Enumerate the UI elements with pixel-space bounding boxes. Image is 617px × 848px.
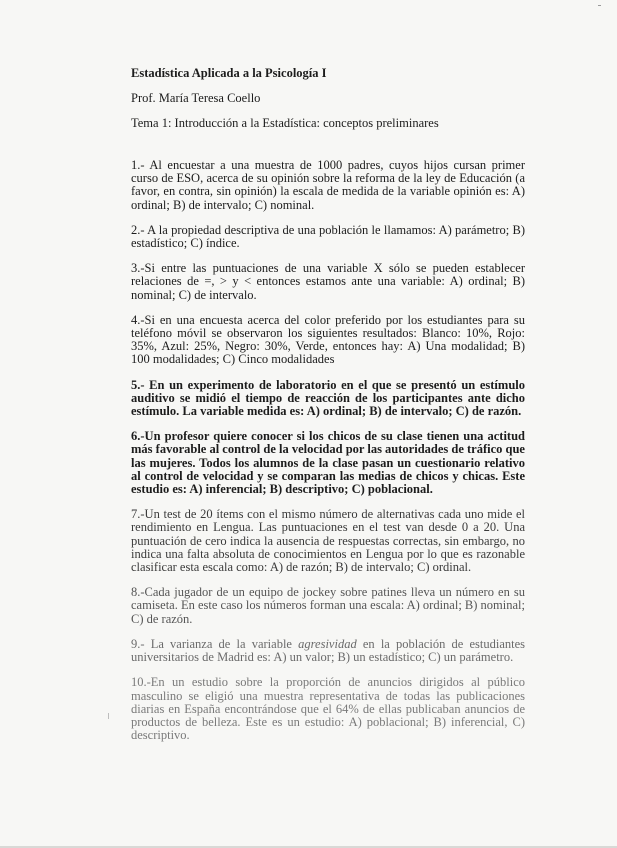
question-9-lead: 9.- La varianza de la variable — [131, 636, 299, 651]
question-6: 6.-Un profesor quiere conocer si los chicos de su clase tienen una actitud más favorable al control de la velocidad por las autoridades de tráfico que las mujeres. Todos los alumnos de la clase pasan un cuestionario relativo al control de velocidad y se comparan las medias de chicos y chicas. Este estudio es: A) inferencial; B) descriptivo; C) poblacional. — [131, 429, 525, 497]
question-8: 8.-Cada jugador de un equipo de jockey sobre patines lleva un número en su camiseta. En este caso los números forman una escala: A) ordinal; B) nominal; C) de razón. — [131, 585, 525, 626]
scan-artifact — [598, 5, 601, 6]
question-9 — [131, 638, 525, 664]
scan-artifact-mark — [108, 713, 109, 719]
question-5: 5.- En un experimento de laboratorio en el que se presentó un estímulo auditivo se midió el tiempo de reacción de los participantes ante dicho estímulo. La variable medida es: A) ordinal; B) de intervalo; C) de razón. — [131, 377, 525, 419]
question-7: 7.-Un test de 20 ítems con el mismo número de alternativas cada uno mide el rendimiento en Lengua. Las puntuaciones en el test van desde 0 a 20. Una puntuación de cero indica la ausencia de respuestas correctas, sin embargo, no indica una falta absoluta de conocimientos en Lengua por lo que es razonable clasificar esta escala como: A) de razón; B) de intervalo; C) ordinal. — [131, 507, 525, 575]
question-9-tail: en la población de estudiantes universitarios de Madrid es: A) un valor; B) un estadístico; C) un parámetro. — [131, 636, 525, 665]
question-list — [131, 159, 525, 754]
question-1: 1.- Al encuestar a una muestra de 1000 padres, cuyos hijos cursan primer curso de ESO, acerca de su opinión sobre la reforma de la ley de Educación (a favor, en contra, sin opinión) la escala de medida de la variable opinión es: A) ordinal; B) de intervalo; C) nominal. — [131, 158, 525, 212]
question-9-emphasis: agresividad — [298, 636, 357, 651]
document-header — [131, 66, 531, 141]
question-10: 10.-En un estudio sobre la proporción de anuncios dirigidos al público masculino se eligió una muestra representativa de todas las publicaciones diarias en España encontrándose que el 64% de ellas publicaban anuncios de productos de belleza. Este es un estudio: A) poblacional; B) inferencial, C) descriptivo. — [131, 675, 525, 743]
question-3: 3.-Si entre las puntuaciones de una variable X sólo se pueden establecer relaciones de =, > y < entonces estamos ante una variable: A) ordinal; B) nominal; C) de intervalo. — [131, 261, 525, 302]
course-title: Estadística Aplicada a la Psicología I — [131, 66, 327, 80]
question-2: 2.- A la propiedad descriptiva de una población le llamamos: A) parámetro; B) estadístico; C) índice. — [131, 222, 525, 251]
question-4: 4.-Si en una encuesta acerca del color preferido por los estudiantes para su teléfono móvil se observaron los siguientes resultados: Blanco: 10%, Rojo: 35%, Azul: 25%, Negro: 30%, Verde, entonces hay: A) Una modalidad; B) 100 modalidades; C) Cinco modalidades — [131, 312, 525, 367]
professor-name: Prof. María Teresa Coello — [131, 91, 261, 105]
topic-title: Tema 1: Introducción a la Estadística: conceptos preliminares — [131, 116, 439, 130]
